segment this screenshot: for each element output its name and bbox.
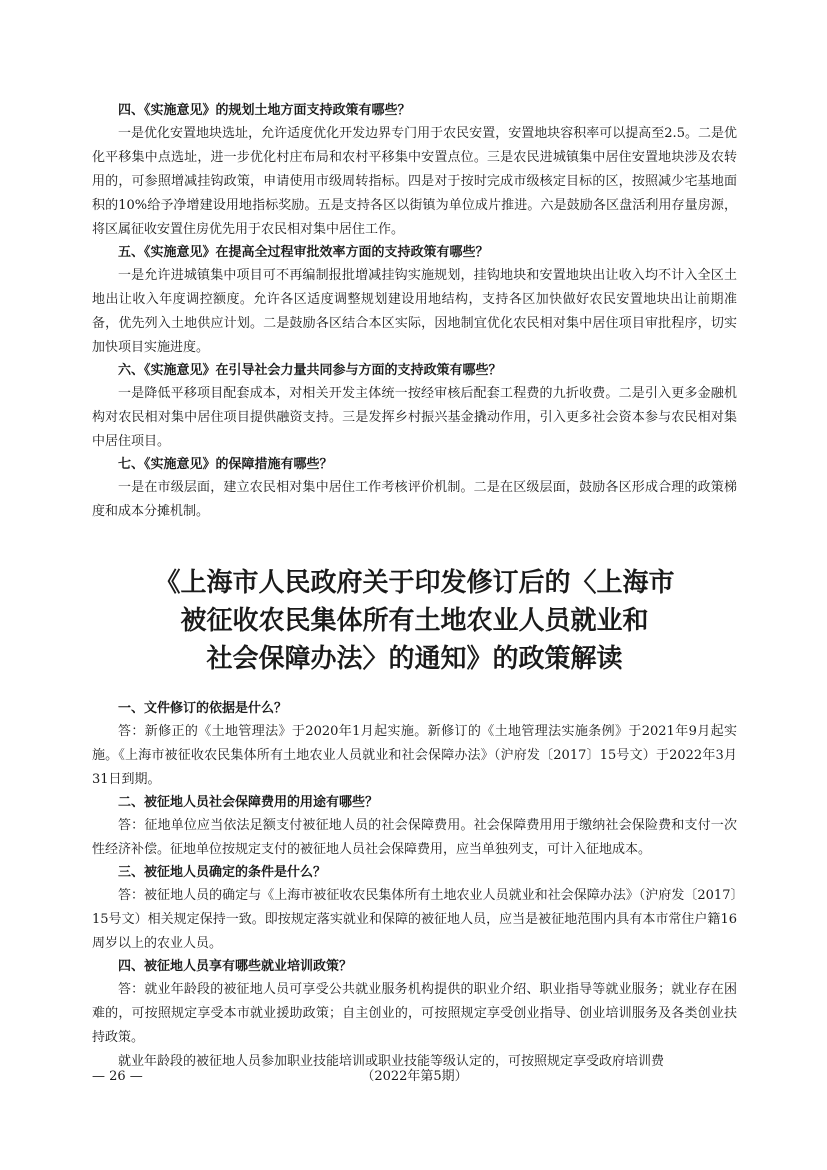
section-heading: 四、被征地人员享有哪些就业培训政策？ <box>118 959 353 974</box>
section-paragraph: 一是在市级层面，建立农民相对集中居住工作考核评价机制。二是在区级层面，鼓励各区形成合理的政策梯度和成本分摊机制。 <box>92 480 737 519</box>
section-bottom-4 <box>92 956 737 1074</box>
page-footer <box>92 1067 737 1087</box>
document-page <box>92 100 737 1074</box>
section-paragraph: 答：征地单位应当依法足额支付被征地人员的社会保障费用。社会保障费用用于缴纳社会保险费和支付一次性经济补偿。征地单位按规定支付的被征地人员社会保障费用，应当单独列支，可计入征地成本。 <box>92 818 737 857</box>
section-bottom-3 <box>92 862 737 956</box>
section-heading: 二、被征地人员社会保障费用的用途有哪些？ <box>118 795 379 810</box>
section-top-6 <box>92 360 737 454</box>
section-paragraph: 一是优化安置地块选址，允许适度优化开发边界专门用于农民安置，安置地块容积率可以提高至2.5。二是优化平移集中点选址，进一步优化村庄布局和农村平移集中安置点位。三是农民进城镇集中居住安置地块涉及农转用的，可参照增减挂钩政策，申请使用市级周转指标。四是对于按时完成市级核定目标的区，按照减少宅基地面积的10%给予净增建设用地指标奖励。五是支持各区以街镇为单位成片推进。六是鼓励各区盘活利用存量房源，将区属征收安置住房优先用于农民相对集中居住工作。 <box>92 126 737 237</box>
section-top-4 <box>92 100 737 242</box>
section-top-7 <box>92 454 737 524</box>
article-title-line-3: 社会保障办法〉的通知》的政策解读 <box>206 644 623 674</box>
section-heading: 一、文件修订的依据是什么？ <box>118 701 288 716</box>
section-paragraph: 一是允许进城镇集中项目可不再编制报批增减挂钩实施规划，挂钩地块和安置地块出让收入均不计入全区土地出让收入年度调控额度。允许各区适度调整规划建设用地结构，支持各区加快做好农民安置地块出让前期准备，优先列入土地供应计划。二是鼓励各区结合本区实际，因地制宜优化农民相对集中居住项目审批程序，切实加快项目实施进度。 <box>92 268 737 355</box>
section-heading: 六、《实施意见》在引导社会力量共同参与方面的支持政策有哪些？ <box>118 363 502 378</box>
article-title-line-2: 被征收农民集体所有土地农业人员就业和 <box>180 606 649 636</box>
issue-label: （2022年第5期） <box>361 1069 468 1084</box>
section-paragraph: 一是降低平移项目配套成本，对相关开发主体统一按经审核后配套工程费的九折收费。二是引入更多金融机构对农民相对集中居住项目提供融资支持。三是发挥乡村振兴基金撬动作用，引入更多社会资本参与农民相对集中居住项目。 <box>92 386 737 449</box>
article-title-line-1: 《上海市人民政府关于印发修订后的〈上海市 <box>154 568 675 598</box>
section-bottom-1 <box>92 698 737 792</box>
section-heading: 七、《实施意见》的保障措施有哪些？ <box>118 457 333 472</box>
section-paragraph: 答：就业年龄段的被征地人员可享受公共就业服务机构提供的职业介绍、职业指导等就业服务；就业存在困难的，可按照规定享受本市就业援助政策；自主创业的，可按照规定享受创业指导、创业培训服务及各类创业扶持政策。 <box>92 982 737 1045</box>
section-paragraph: 答：新修正的《土地管理法》于2020年1月起实施。新修订的《土地管理法实施条例》于2021年9月起实施。《上海市被征收农民集体所有土地农业人员就业和社会保障办法》（沪府发〔2017〕15号文）于2022年3月31日到期。 <box>92 724 737 787</box>
section-paragraph: 就业年龄段的被征地人员参加职业技能培训或职业技能等级认定的，可按照规定享受政府培训费 <box>118 1054 665 1069</box>
section-bottom-2 <box>92 792 737 862</box>
section-paragraph: 答：被征地人员的确定与《上海市被征收农民集体所有土地农业人员就业和社会保障办法》（沪府发〔2017〕15号文）相关规定保持一致。即按规定落实就业和保障的被征地人员，应当是被征地范围内具有本市常住户籍16周岁以上的农业人员。 <box>92 888 737 951</box>
section-heading: 五、《实施意见》在提高全过程审批效率方面的支持政策有哪些？ <box>118 245 489 260</box>
section-top-5 <box>92 242 737 360</box>
section-heading: 四、《实施意见》的规划土地方面支持政策有哪些？ <box>118 103 411 118</box>
section-heading: 三、被征地人员确定的条件是什么？ <box>118 865 327 880</box>
page-number: — 26 — <box>92 1069 143 1084</box>
article-title <box>92 564 737 678</box>
